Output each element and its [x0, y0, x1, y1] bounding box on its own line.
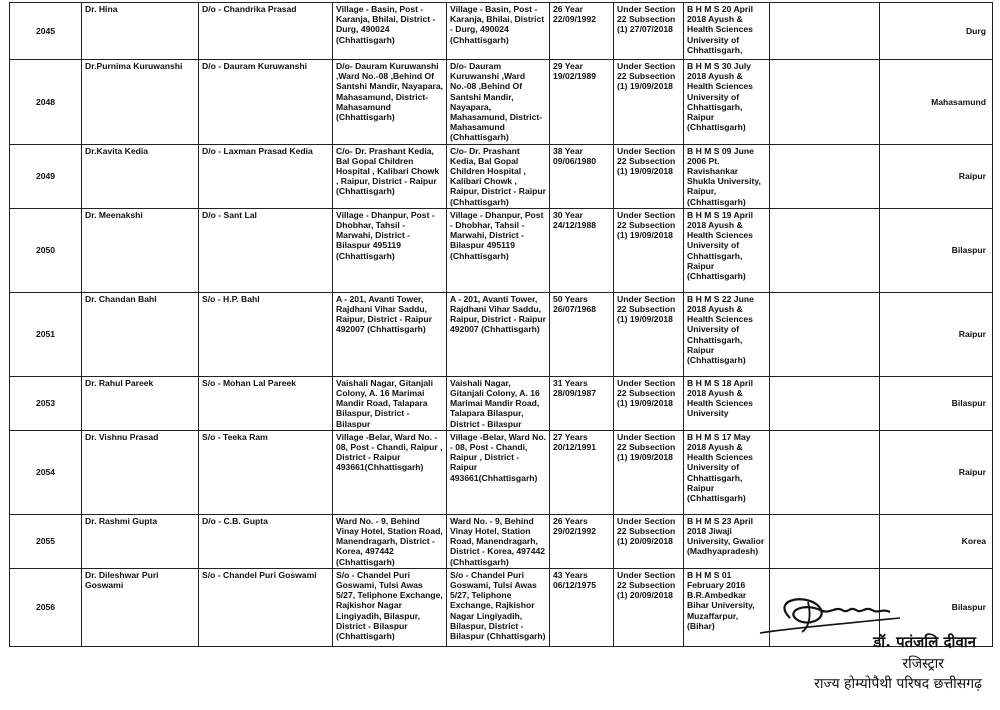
registrar-name: डॉ. पतंजलि दीवान — [873, 633, 976, 651]
permanent-address: S/o - Chandel Puri Goswami, Tulsi Awas 5/27, Teliphone Exchange, Rajkishor Nagar Lingiyadih, Bilaspur, District - Bilaspur (Chhattisgarh) — [333, 568, 447, 646]
registration-section: Under Section 22 Subsection (1) 19/09/2018 — [614, 292, 684, 376]
registration-section: Under Section 22 Subsection (1) 20/09/2018 — [614, 514, 684, 568]
correspondence-address: Ward No. - 9, Behind Vinay Hotel, Station Road, Manendragarh, District - Korea, 497442 (Chhattisgarh) — [447, 514, 550, 568]
registration-section: Under Section 22 Subsection (1) 19/09/2018 — [614, 144, 684, 208]
parent-name: S/o - Chandel Puri Goswami — [199, 568, 333, 646]
serial-number: 2045 — [10, 3, 82, 60]
table-row — [10, 144, 993, 208]
district: Raipur — [880, 430, 993, 514]
serial-number: 2054 — [10, 430, 82, 514]
registration-section: Under Section 22 Subsection (1) 20/09/2018 — [614, 568, 684, 646]
table-body — [10, 3, 993, 647]
district: Bilaspur — [880, 568, 993, 646]
doctor-name: Dr. Meenakshi — [82, 208, 199, 292]
age-dob: 26 Year 22/09/1992 — [550, 3, 614, 60]
correspondence-address: Village -Belar, Ward No. - 08, Post - Chandi, Raipur , District - Raipur 493661(Chhattisgarh) — [447, 430, 550, 514]
parent-name: D/o - Laxman Prasad Kedia — [199, 144, 333, 208]
doctor-name: Dr. Rahul Pareek — [82, 376, 199, 430]
district: Mahasamund — [880, 60, 993, 145]
permanent-address: Village -Belar, Ward No. - 08, Post - Chandi, Raipur , District - Raipur 493661(Chhattisgarh) — [333, 430, 447, 514]
correspondence-address: Village - Basin, Post - Karanja, Bhilai, District - Durg, 490024 (Chhattisgarh) — [447, 3, 550, 60]
parent-name: D/o - Chandrika Prasad — [199, 3, 333, 60]
district: Bilaspur — [880, 376, 993, 430]
qualification: B H M S 19 April 2018 Ayush & Health Sciences University of Chhattisgarh, Raipur (Chhattisgarh) — [684, 208, 770, 292]
doctor-name: Dr.Kavita Kedia — [82, 144, 199, 208]
parent-name: S/o - Mohan Lal Pareek — [199, 376, 333, 430]
age-dob: 29 Year 19/02/1989 — [550, 60, 614, 145]
table-row — [10, 430, 993, 514]
doctor-name: Dr.Purnima Kuruwanshi — [82, 60, 199, 145]
council-name: राज्य होम्योपैथी परिषद छत्तीसगढ़ — [814, 676, 982, 692]
qualification: B H M S 17 May 2018 Ayush & Health Sciences University of Chhattisgarh, Raipur (Chhattisgarh) — [684, 430, 770, 514]
serial-number: 2055 — [10, 514, 82, 568]
parent-name: D/o - Dauram Kuruwanshi — [199, 60, 333, 145]
remarks-cell — [770, 514, 880, 568]
table-row — [10, 3, 993, 60]
permanent-address: A - 201, Avanti Tower, Rajdhani Vihar Saddu, Raipur, District - Raipur 492007 (Chhattisgarh) — [333, 292, 447, 376]
correspondence-address: A - 201, Avanti Tower, Rajdhani Vihar Saddu, Raipur, District - Raipur 492007 (Chhattisgarh) — [447, 292, 550, 376]
permanent-address: Ward No. - 9, Behind Vinay Hotel, Station Road, Manendragarh, District - Korea, 497442 (Chhattisgarh) — [333, 514, 447, 568]
remarks-cell — [770, 430, 880, 514]
qualification: B H M S 18 April 2018 Ayush & Health Sciences University — [684, 376, 770, 430]
permanent-address: Vaishali Nagar, Gitanjali Colony, A. 16 Marimai Mandir Road, Talapara Bilaspur, District - Bilaspur — [333, 376, 447, 430]
district: Raipur — [880, 144, 993, 208]
age-dob: 26 Years 29/02/1992 — [550, 514, 614, 568]
correspondence-address: C/o- Dr. Prashant Kedia, Bal Gopal Children Hospital , Kalibari Chowk , Raipur, District - Raipur (Chhattisgarh) — [447, 144, 550, 208]
registrar-signature-block — [700, 588, 990, 708]
correspondence-address: S/o - Chandel Puri Goswami, Tulsi Awas 5/27, Teliphone Exchange, Rajkishor Nagar Lingiyadih, Bilaspur, District - Bilaspur (Chhattisgarh) — [447, 568, 550, 646]
permanent-address: D/o- Dauram Kuruwanshi ,Ward No.-08 ,Behind Of Santshi Mandir, Nayapara, Mahasamund, District- Mahasamund (Chhattisgarh) — [333, 60, 447, 145]
serial-number: 2050 — [10, 208, 82, 292]
qualification: B H M S 20 April 2018 Ayush & Health Sciences University of Chhattisgarh, — [684, 3, 770, 60]
table-row — [10, 208, 993, 292]
age-dob: 31 Years 28/09/1987 — [550, 376, 614, 430]
registration-section: Under Section 22 Subsection (1) 19/09/2018 — [614, 430, 684, 514]
district: Bilaspur — [880, 208, 993, 292]
parent-name: D/o - Sant Lal — [199, 208, 333, 292]
age-dob: 27 Years 20/12/1991 — [550, 430, 614, 514]
signature-image — [750, 588, 930, 638]
age-dob: 43 Years 06/12/1975 — [550, 568, 614, 646]
table-row — [10, 292, 993, 376]
table-row — [10, 376, 993, 430]
district: Korea — [880, 514, 993, 568]
serial-number: 2053 — [10, 376, 82, 430]
qualification: B H M S 22 June 2018 Ayush & Health Sciences University of Chhattisgarh, Raipur (Chhattisgarh) — [684, 292, 770, 376]
serial-number: 2048 — [10, 60, 82, 145]
table-row — [10, 60, 993, 145]
remarks-cell — [770, 376, 880, 430]
serial-number: 2049 — [10, 144, 82, 208]
qualification: B H M S 23 April 2018 Jiwaji University, Gwalior (Madhyapradesh) — [684, 514, 770, 568]
remarks-cell — [770, 144, 880, 208]
registration-section: Under Section 22 Subsection (1) 19/09/2018 — [614, 208, 684, 292]
age-dob: 50 Years 26/07/1968 — [550, 292, 614, 376]
correspondence-address: Village - Dhanpur, Post - Dhobhar, Tahsil - Marwahi, District - Bilaspur 495119 (Chhattisgarh) — [447, 208, 550, 292]
age-dob: 38 Year 09/06/1980 — [550, 144, 614, 208]
qualification: B H M S 30 July 2018 Ayush & Health Sciences University of Chhattisgarh, Raipur (Chhattisgarh) — [684, 60, 770, 145]
serial-number: 2056 — [10, 568, 82, 646]
permanent-address: Village - Basin, Post - Karanja, Bhilai, District - Durg, 490024 (Chhattisgarh) — [333, 3, 447, 60]
correspondence-address: D/o- Dauram Kuruwanshi ,Ward No.-08 ,Behind Of Santshi Mandir, Nayapara, Mahasamund, District- Mahasamund (Chhattisgarh) — [447, 60, 550, 145]
parent-name: S/o - Teeka Ram — [199, 430, 333, 514]
district: Raipur — [880, 292, 993, 376]
remarks-cell — [770, 208, 880, 292]
doctor-name: Dr. Vishnu Prasad — [82, 430, 199, 514]
permanent-address: C/o- Dr. Prashant Kedia, Bal Gopal Children Hospital , Kalibari Chowk , Raipur, District - Raipur (Chhattisgarh) — [333, 144, 447, 208]
parent-name: S/o - H.P. Bahl — [199, 292, 333, 376]
doctor-name: Dr. Rashmi Gupta — [82, 514, 199, 568]
qualification: B H M S 09 June 2006 Pt. Ravishankar Shukla University, Raipur, (Chhattisgarh) — [684, 144, 770, 208]
table-row — [10, 514, 993, 568]
serial-number: 2051 — [10, 292, 82, 376]
permanent-address: Village - Dhanpur, Post - Dhobhar, Tahsil - Marwahi, District - Bilaspur 495119 (Chhattisgarh) — [333, 208, 447, 292]
registration-section: Under Section 22 Subsection (1) 19/09/2018 — [614, 376, 684, 430]
age-dob: 30 Year 24/12/1988 — [550, 208, 614, 292]
doctor-name: Dr. Hina — [82, 3, 199, 60]
doctor-name: Dr. Dileshwar Puri Goswami — [82, 568, 199, 646]
registration-section: Under Section 22 Subsection (1) 19/09/2018 — [614, 60, 684, 145]
correspondence-address: Vaishali Nagar, Gitanjali Colony, A. 16 Marimai Mandir Road, Talapara Bilaspur, District - Bilaspur — [447, 376, 550, 430]
remarks-cell — [770, 60, 880, 145]
remarks-cell — [770, 292, 880, 376]
qualification: B H M S 01 February 2016 B.R.Ambedkar Bihar University, Muzaffarpur, (Bihar) — [684, 568, 770, 646]
district: Durg — [880, 3, 993, 60]
remarks-cell — [770, 3, 880, 60]
parent-name: D/o - C.B. Gupta — [199, 514, 333, 568]
registrar-designation: रजिस्ट्रार — [902, 656, 944, 672]
doctor-name: Dr. Chandan Bahl — [82, 292, 199, 376]
registration-section: Under Section 22 Subsection (1) 27/07/2018 — [614, 3, 684, 60]
registration-table — [9, 2, 993, 647]
